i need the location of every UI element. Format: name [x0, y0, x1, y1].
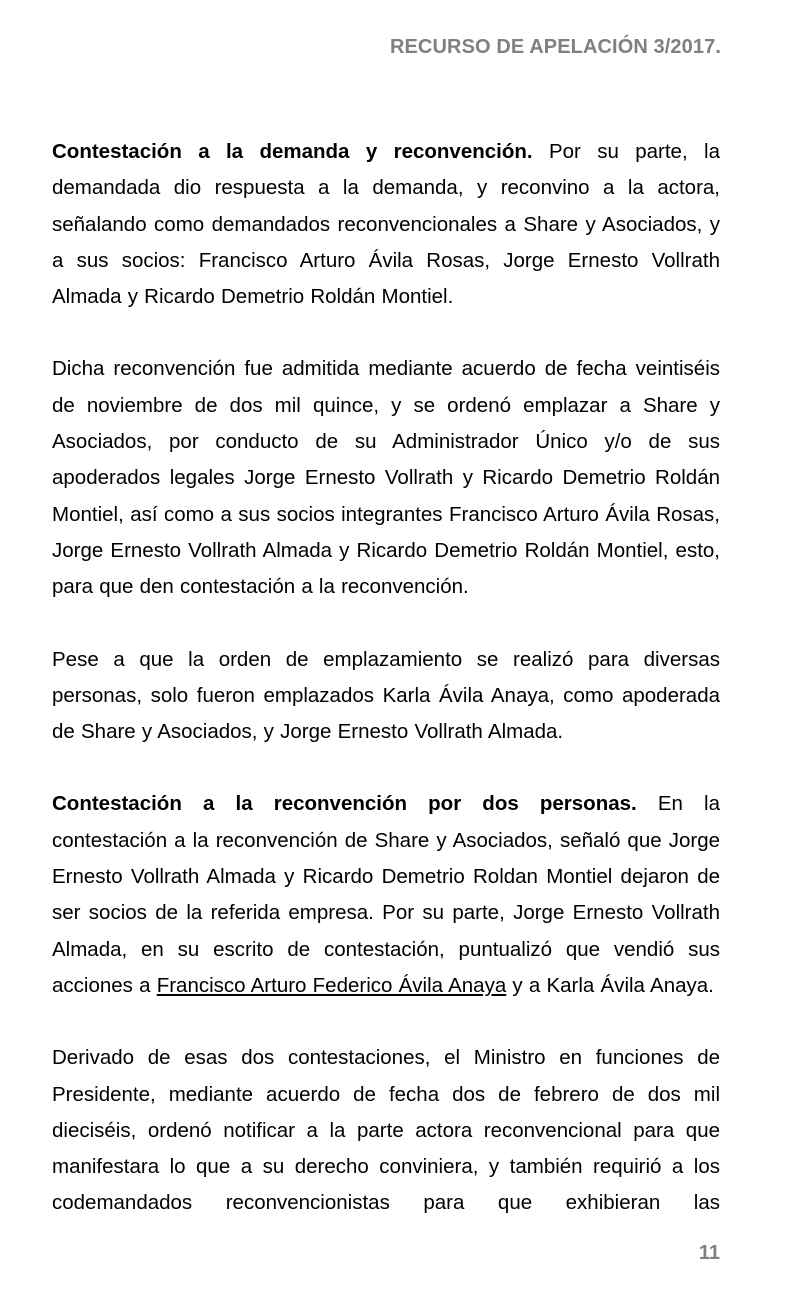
- document-header: RECURSO DE APELACIÓN 3/2017.: [389, 36, 721, 58]
- paragraph-contestacion-reconvencion: [52, 786, 720, 1004]
- page-number: 11: [698, 1242, 720, 1264]
- paragraph-text: Pese a que la orden de emplazamiento se realizó para diversas personas, solo fueron emplazados Karla Ávila Anaya, como apoderada de Share y Asociados, y Jorge Ernesto Vollrath Almada.: [52, 647, 720, 744]
- paragraph-text: Dicha reconvención fue admitida mediante acuerdo de fecha veintiséis de noviembre de dos mil quince, y se ordenó emplazar a Share y Asociados, por conducto de su Administrador Único y/o de sus apoderados legales Jorge Ernesto Vollrath y Ricardo Demetrio Roldán Montiel, así como a sus socios integrantes Francisco Arturo Ávila Rosas, Jorge Ernesto Vollrath Almada y Ricardo Demetrio Roldán Montiel, esto, para que den contestación a la reconvención.: [52, 357, 720, 599]
- paragraph-text: Por su parte, la demandada dio respuesta a la demanda, y reconvino a la actora, señalando como demandados reconvencionales a Share y Asociados, y a sus socios: Francisco Arturo Ávila Rosas, Jorge Ernesto Vollrath Almada y Ricardo Demetrio Roldán Montiel.: [52, 140, 720, 309]
- paragraph-text: Derivado de esas dos contestaciones, el Ministro en funciones de Presidente, mediante acuerdo de fecha dos de febrero de dos mil dieciséis, ordenó notificar a la parte actora reconvencional para que manifestara lo que a su derecho conviniera, y también requirió a los codemandados reconvencionistas para que exhibieran las: [52, 1046, 720, 1215]
- paragraph-emplazamiento: [52, 642, 720, 751]
- underlined-name: Francisco Arturo Federico Ávila Anaya: [156, 973, 507, 997]
- paragraph-heading: Contestación a la reconvención por dos personas.: [52, 792, 637, 816]
- paragraph-acuerdo-presidente: [52, 1040, 720, 1221]
- paragraph-admision-reconvencion: [52, 351, 720, 605]
- paragraph-heading: Contestación a la demanda y reconvención.: [52, 140, 533, 163]
- paragraph-text: y a Karla Ávila Anaya.: [506, 973, 714, 997]
- paragraph-contestacion-demanda: [52, 134, 720, 315]
- paragraph-text: En la contestación a la reconvención de Share y Asociados, señaló que Jorge Ernesto Vollrath Almada y Ricardo Demetrio Roldan Montiel dejaron de ser socios de la referida empresa. Por su parte, Jorge Ernesto Vollrath Almada, en su escrito de contestación, puntualizó que vendió sus acciones a: [52, 792, 721, 997]
- document-body: [52, 134, 720, 1258]
